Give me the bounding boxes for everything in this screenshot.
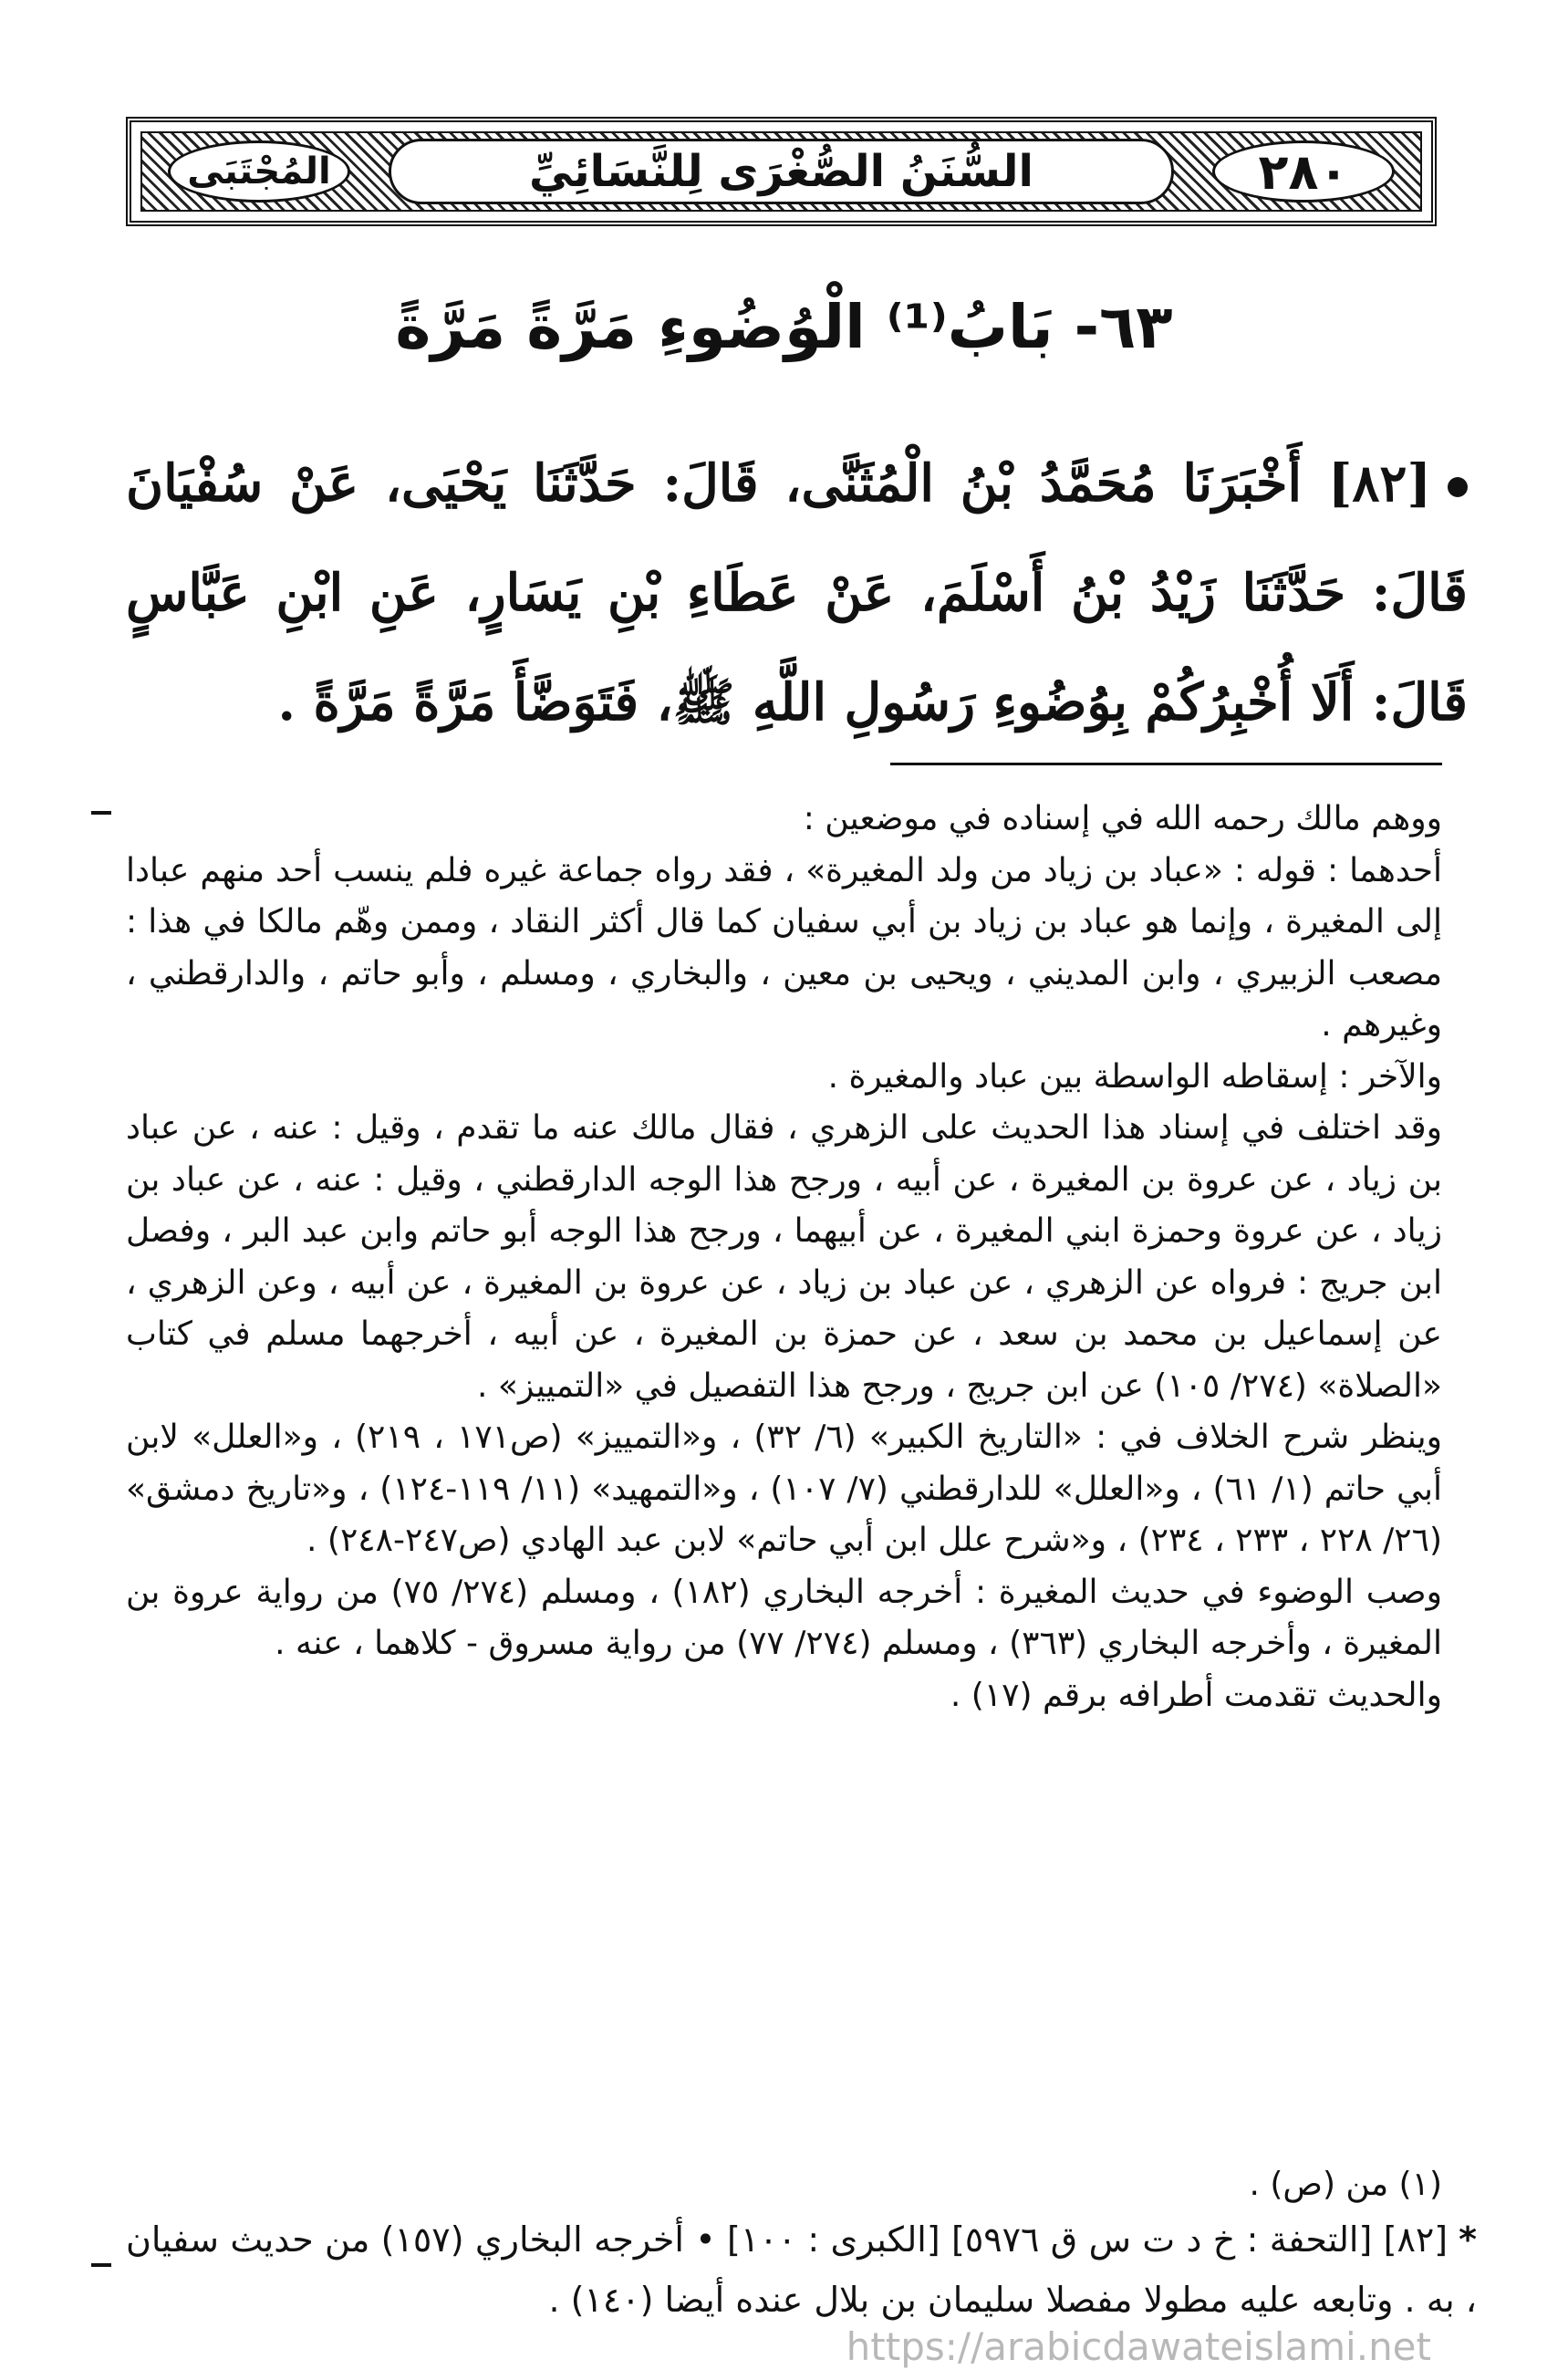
footnote: (١) من (ص) . [1249, 2166, 1442, 2203]
note-paragraph: ووهم مالك رحمه الله في إسناده في موضعين : [803, 800, 1442, 837]
note-paragraph: وقد اختلف في إسناد هذا الحديث على الزهري ، فقال مالك عنه ما تقدم ، وقيل : عنه ، عن عباد بن زياد ، عن عروة بن المغيرة ، عن أبيه ، ورجح هذا الوجه الدارقطني ، وقيل : عنه ، عن عباد بن زياد ، عن عروة وحمزة ابني المغيرة ، عن أبيهما ، ورجح هذا الوجه أبو حاتم وابن عبد البر ، وفصل ابن جريج : فرواه عن الزهري ، عن عباد بن زياد ، عن عروة بن المغيرة ، عن أبيه ، وعن الزهري ، عن إسماعيل بن محمد بن سعد ، عن حمزة بن المغيرة ، عن أبيه ، أخرجهما مسلم في كتاب «الصلاة» (٢٧٤/ ١٠٥) عن ابن جريج ، ورجح هذا التفصيل في «التمييز» . [126, 1109, 1442, 1405]
margin-dash-mark [91, 2263, 111, 2267]
series-name: المُجْتَبَى [187, 151, 331, 192]
header-title-cartouche [389, 139, 1174, 204]
note-paragraph: وصب الوضوء في حديث المغيرة : أخرجه البخاري (١٨٢) ، ومسلم (٢٧٤/ ٧٥) من رواية عروة بن المغيرة ، وأخرجه البخاري (٣٦٣) ، ومسلم (٢٧٤/ ٧٧) من رواية مسروق - كلاهما ، عنه . [126, 1573, 1443, 1662]
header-ornament-border [140, 131, 1422, 212]
sources-text: [٨٢] [التحفة : خ د ت س ق ٥٩٧٦] [الكبرى : ١٠٠] • أخرجه البخاري (١٥٧) من حديث سفيان ، به . وتابعه عليه مطولا مفصلا سليمان بن بلال عنده أيضا (١٤٠) . [126, 2219, 1477, 2320]
chapter-title: ٦٣- بَابُ⁽¹⁾ الْوُضُوءِ مَرَّةً مَرَّةً [395, 292, 1173, 362]
series-oval [168, 140, 350, 203]
bullet-icon [1448, 477, 1468, 497]
page-number: ٢٨٠ [1258, 142, 1349, 201]
sources-block [126, 2209, 1477, 2330]
note-paragraph: والحديث تقدمت أطرافه برقم (١٧) . [950, 1676, 1442, 1714]
book-title: السُّنَنُ الصُّغْرَى لِلنَّسَائِيِّ [529, 146, 1033, 197]
watermark-url: https://arabicdawateislami.net [846, 2324, 1431, 2369]
note-paragraph: والآخر : إسقاطه الواسطة بين عباد والمغيرة . [827, 1057, 1442, 1096]
hadith-text-block [126, 429, 1468, 757]
margin-dash-mark [91, 811, 111, 815]
hadith-text: [٨٢] أَخْبَرَنَا مُحَمَّدُ بْنُ الْمُثَنَّى، قَالَ: حَدَّثَنَا يَحْيَى، عَنْ سُفْيَانَ قَالَ: حَدَّثَنَا زَيْدُ بْنُ أَسْلَمَ، عَنْ عَطَاءِ بْنِ يَسَارٍ، عَنِ ابْنِ عَبَّاسٍ قَالَ: أَلَا أُخْبِرُكُمْ بِوُضُوءِ رَسُولِ اللَّهِ ﷺ، فَتَوَضَّأَ مَرَّةً مَرَّةً . [126, 453, 1468, 733]
note-paragraph: وينظر شرح الخلاف في : «التاريخ الكبير» (٦/ ٣٢) ، و«التمييز» (ص١٧١ ، ٢١٩) ، و«العلل» لابن أبي حاتم (١/ ٦١) ، و«العلل» للدارقطني (٧/ ١٠٧) ، و«التمهيد» (١١/ ١١٩-١٢٤) ، و«تاريخ دمشق» (٢٦/ ٢٢٨ ، ٢٣٣ ، ٢٣٤) ، و«شرح علل ابن أبي حاتم» لابن عبد الهادي (ص٢٤٧-٢٤٨) . [126, 1419, 1443, 1559]
note-paragraph: أحدهما : قوله : «عباد بن زياد من ولد المغيرة» ، فقد رواه جماعة غيره فلم ينسب أحد منهم عبادا إلى المغيرة ، وإنما هو عباد بن زياد بن أبي سفيان كما قال أكثر النقاد ، وممن وهّم مالكا في هذا : مصعب الزبيري ، وابن المديني ، ويحيى بن معين ، والبخاري ، ومسلم ، وأبو حاتم ، والدارقطني ، وغيرهم . [126, 851, 1442, 1044]
page-number-oval [1212, 140, 1395, 203]
star-icon: * [1459, 2219, 1477, 2260]
footnote-separator [890, 763, 1442, 765]
page-header [126, 117, 1437, 226]
notes-block [126, 794, 1442, 1721]
